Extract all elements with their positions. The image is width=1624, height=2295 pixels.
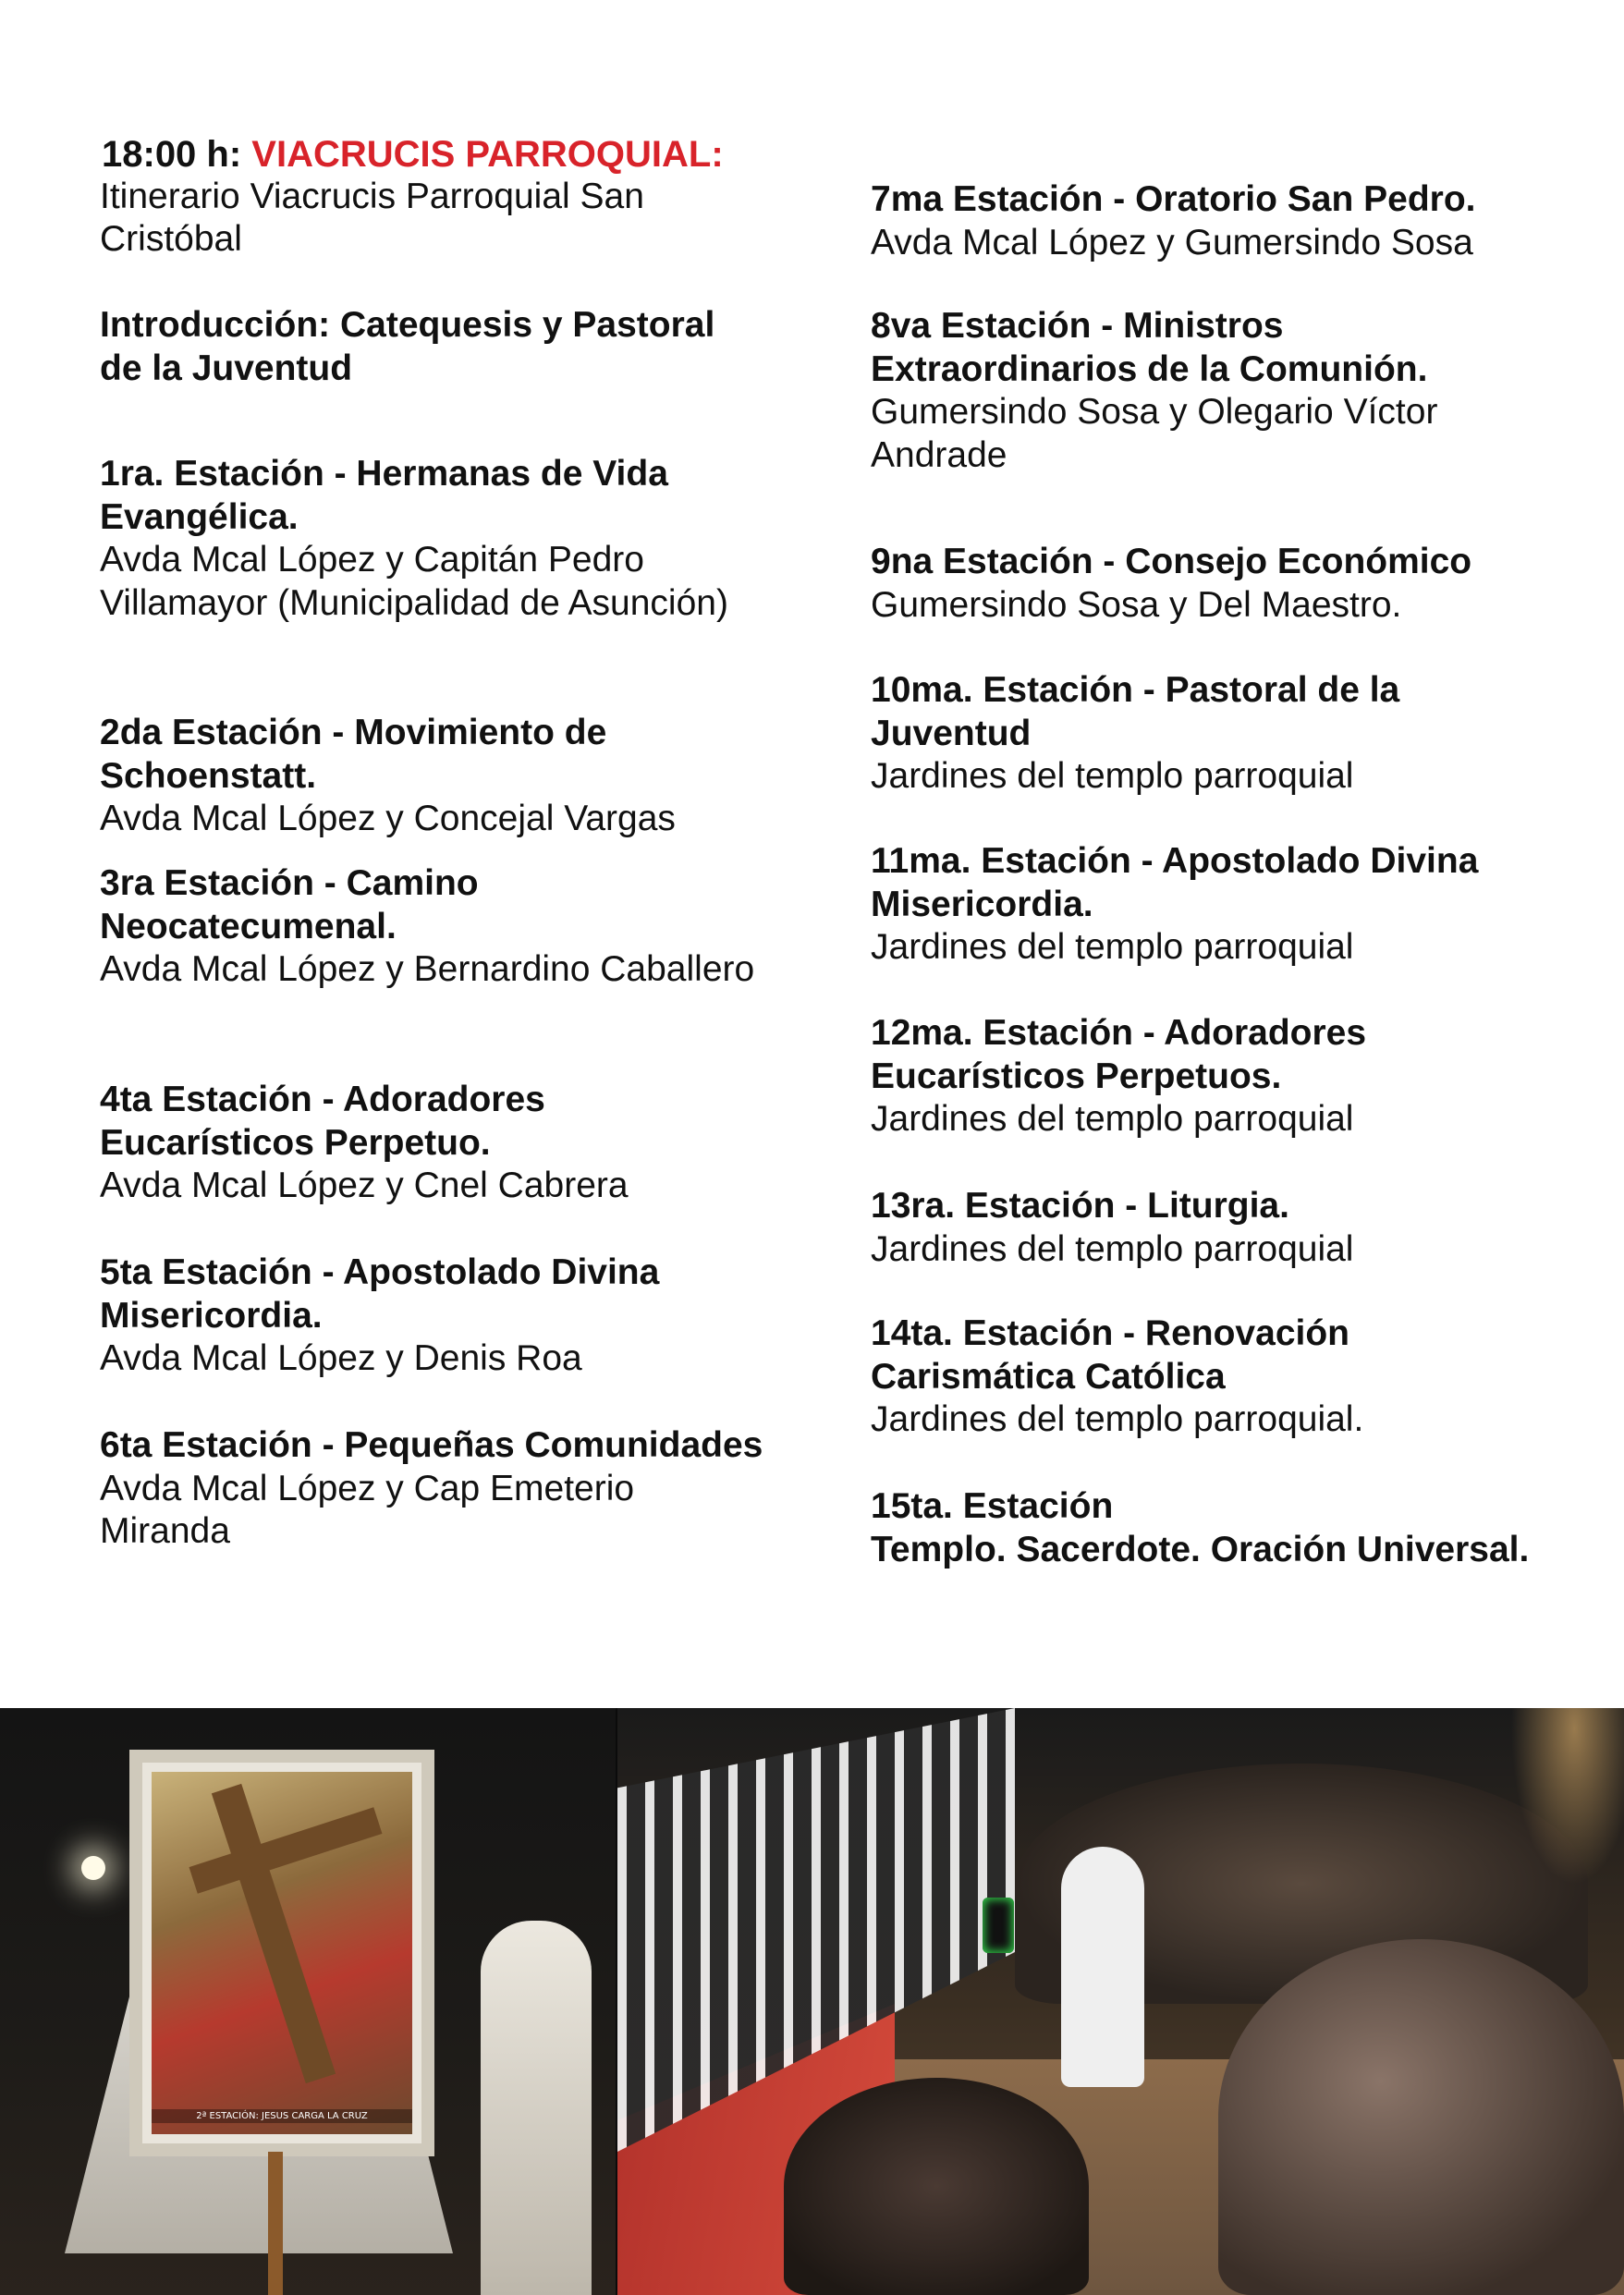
speaker-icon — [983, 1898, 1014, 1953]
lamp-light — [81, 1856, 105, 1880]
station-block — [871, 541, 1545, 627]
station-title: 13ra. Estación - Liturgia. — [871, 1186, 1289, 1226]
intro-title: VIACRUCIS PARROQUIAL: — [251, 134, 724, 175]
station-block — [871, 1485, 1545, 1571]
wooden-pole — [268, 2152, 283, 2295]
painting-frame — [129, 1750, 434, 2156]
station-block — [100, 453, 765, 625]
station-location: Jardines del templo parroquial — [871, 1228, 1354, 1269]
station-title: 4ta Estación - Adoradores Eucarísticos Perpetuo. — [100, 1080, 545, 1163]
intro-time: 18:00 h: — [102, 134, 242, 175]
station-title: 7ma Estación - Oratorio San Pedro. — [871, 179, 1476, 219]
photo-procession — [617, 1708, 1624, 2295]
station-location: Avda Mcal López y Capitán Pedro Villamayor (Municipalidad de Asunción) — [100, 540, 728, 623]
station-title: 5ta Estación - Apostolado Divina Misericordia. — [100, 1252, 660, 1336]
station-location: Avda Mcal López y Gumersindo Sosa — [871, 222, 1473, 262]
station-location: Gumersindo Sosa y Olegario Víctor Andrade — [871, 392, 1438, 475]
station-block — [100, 1079, 765, 1208]
station-location: Avda Mcal López y Cap Emeterio Miranda — [100, 1468, 635, 1551]
station-block — [100, 304, 765, 390]
station-location: Avda Mcal López y Concejal Vargas — [100, 799, 676, 838]
station-title: 10ma. Estación - Pastoral de la Juventud — [871, 670, 1400, 753]
person-in-white — [1061, 1847, 1144, 2087]
station-title: 14ta. Estación - Renovación Carismática Católica — [871, 1313, 1349, 1397]
crowd-right — [1218, 1939, 1624, 2295]
station-block — [871, 1185, 1545, 1271]
intro-subtitle: Itinerario Viacrucis Parroquial San Cristóbal — [100, 177, 644, 259]
photo-strip — [0, 1708, 1624, 2295]
painting-caption: 2ª ESTACIÓN: JESUS CARGA LA CRUZ — [152, 2109, 412, 2123]
photo-station-painting — [0, 1708, 616, 2295]
station-title: 2da Estación - Movimiento de Schoenstatt. — [100, 713, 607, 796]
station-block — [100, 862, 765, 992]
person-figure — [481, 1921, 592, 2295]
station-location: Avda Mcal López y Bernardino Caballero — [100, 949, 755, 989]
station-title: 9na Estación - Consejo Económico — [871, 542, 1472, 581]
station-location: Avda Mcal López y Cnel Cabrera — [100, 1166, 629, 1205]
station-painting — [152, 1772, 412, 2134]
station-location: Avda Mcal López y Denis Roa — [100, 1338, 582, 1378]
station-title: 6ta Estación - Pequeñas Comunidades — [100, 1425, 763, 1465]
station-title: 15ta. Estación — [871, 1486, 1114, 1526]
station-block — [100, 712, 765, 841]
station-block — [871, 1312, 1545, 1442]
station-location: Jardines del templo parroquial — [871, 1099, 1354, 1139]
station-location: Jardines del templo parroquial — [871, 927, 1354, 967]
station-block — [100, 1424, 765, 1554]
station-title: Introducción: Catequesis y Pastoral de la Juventud — [100, 305, 715, 388]
station-title: 11ma. Estación - Apostolado Divina Misericordia. — [871, 841, 1479, 924]
station-location: Gumersindo Sosa y Del Maestro. — [871, 584, 1402, 625]
intro-heading — [102, 133, 724, 176]
station-title: 1ra. Estación - Hermanas de Vida Evangélica. — [100, 454, 668, 537]
station-block — [871, 840, 1545, 970]
station-location: Jardines del templo parroquial — [871, 756, 1354, 796]
station-block — [871, 305, 1545, 477]
station-title: 12ma. Estación - Adoradores Eucarísticos Perpetuos. — [871, 1013, 1367, 1096]
cross-bar-shape — [189, 1807, 383, 1893]
station-block — [100, 1251, 765, 1381]
station-location: Templo. Sacerdote. Oración Universal. — [871, 1529, 1530, 1569]
station-location: Jardines del templo parroquial. — [871, 1399, 1364, 1439]
crowd-front — [784, 2078, 1089, 2295]
street-light-glow — [1500, 1708, 1624, 1911]
station-block — [871, 669, 1545, 799]
station-title: 3ra Estación - Camino Neocatecumenal. — [100, 863, 479, 946]
station-block — [871, 178, 1545, 264]
station-title: 8va Estación - Ministros Extraordinarios de la Comunión. — [871, 306, 1428, 389]
station-block — [871, 1012, 1545, 1141]
